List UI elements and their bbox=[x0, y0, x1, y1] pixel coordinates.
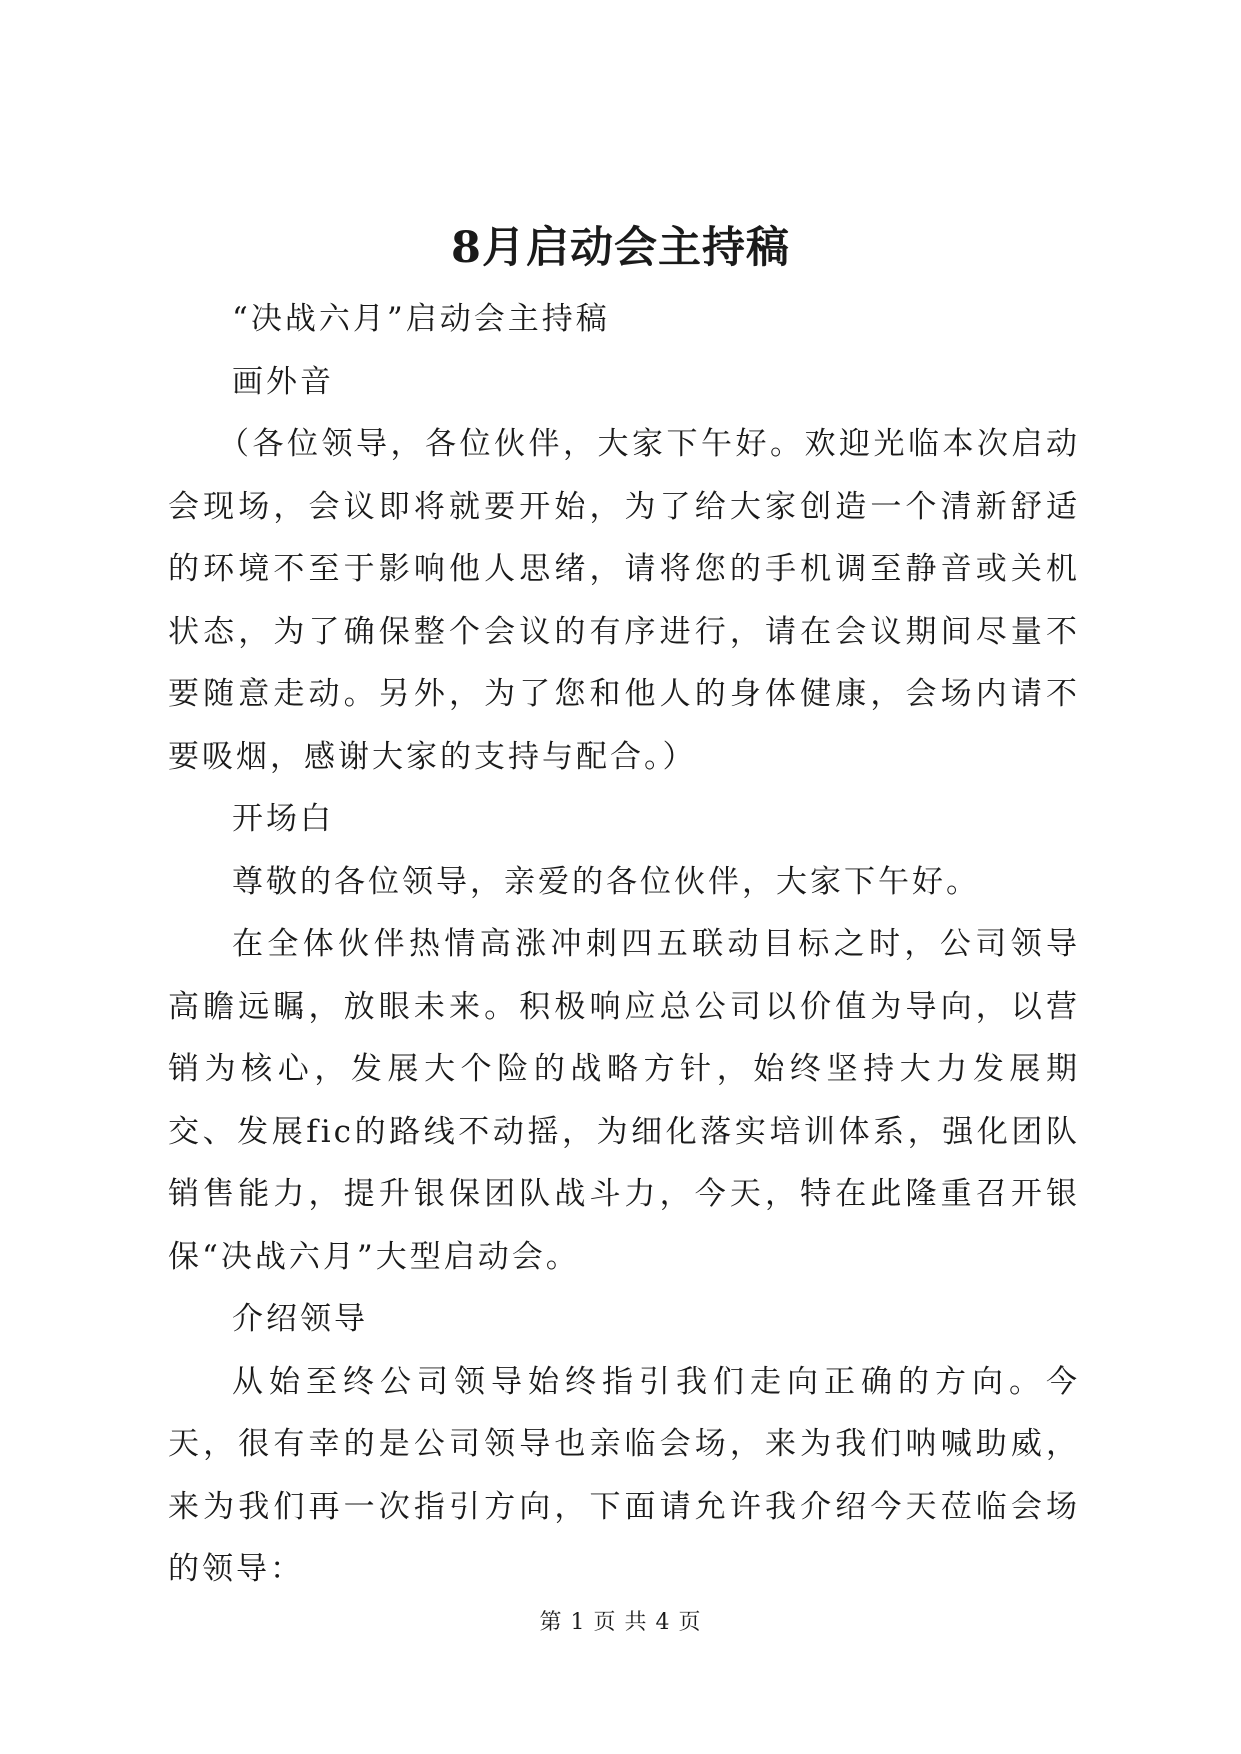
document-title: 8月启动会主持稿 bbox=[451, 223, 790, 273]
section-heading-voiceover: 画外音 bbox=[232, 363, 334, 400]
greeting-paragraph: 尊敬的各位领导，亲爱的各位伙伴，大家下午好。 bbox=[232, 863, 980, 900]
introduction-paragraph: 在全体伙伴热情高涨冲刺四五联动目标之时，公司领导高瞻远瞩，放眼未来。积极响应总公司以价值为导向，以营销为核心，发展大个险的战略方针，始终坚持大力发展期交、发展fic的路线不动摇，为细化落实培训体系，强化团队销售能力，提升银保团队战斗力，今天，特在此隆重召开银保“决战六月”大型启动会。 bbox=[168, 926, 1080, 1275]
leaders-paragraph: 从始至终公司领导始终指引我们走向正确的方向。今天，很有幸的是公司领导也亲临会场，来为我们呐喊助威，来为我们再一次指引方向，下面请允许我介绍今天莅临会场的领导： bbox=[168, 1363, 1080, 1587]
subtitle-paragraph: “决战六月”启动会主持稿 bbox=[232, 301, 610, 337]
page-footer: 第 1 页 共 4 页 bbox=[539, 1610, 702, 1635]
section-heading-leaders: 介绍领导 bbox=[232, 1301, 368, 1337]
section-heading-opening: 开场白 bbox=[232, 801, 334, 837]
voiceover-paragraph: （各位领导，各位伙伴，大家下午好。欢迎光临本次启动会现场，会议即将就要开始，为了给大家创造一个清新舒适的环境不至于影响他人思绪，请将您的手机调至静音或关机状态，为了确保整个会议的有序进行，请在会议期间尽量不要随意走动。另外，为了您和他人的身体健康，会场内请不要吸烟，感谢大家的支持与配合。） bbox=[168, 426, 1080, 775]
document-body bbox=[168, 288, 1080, 1601]
